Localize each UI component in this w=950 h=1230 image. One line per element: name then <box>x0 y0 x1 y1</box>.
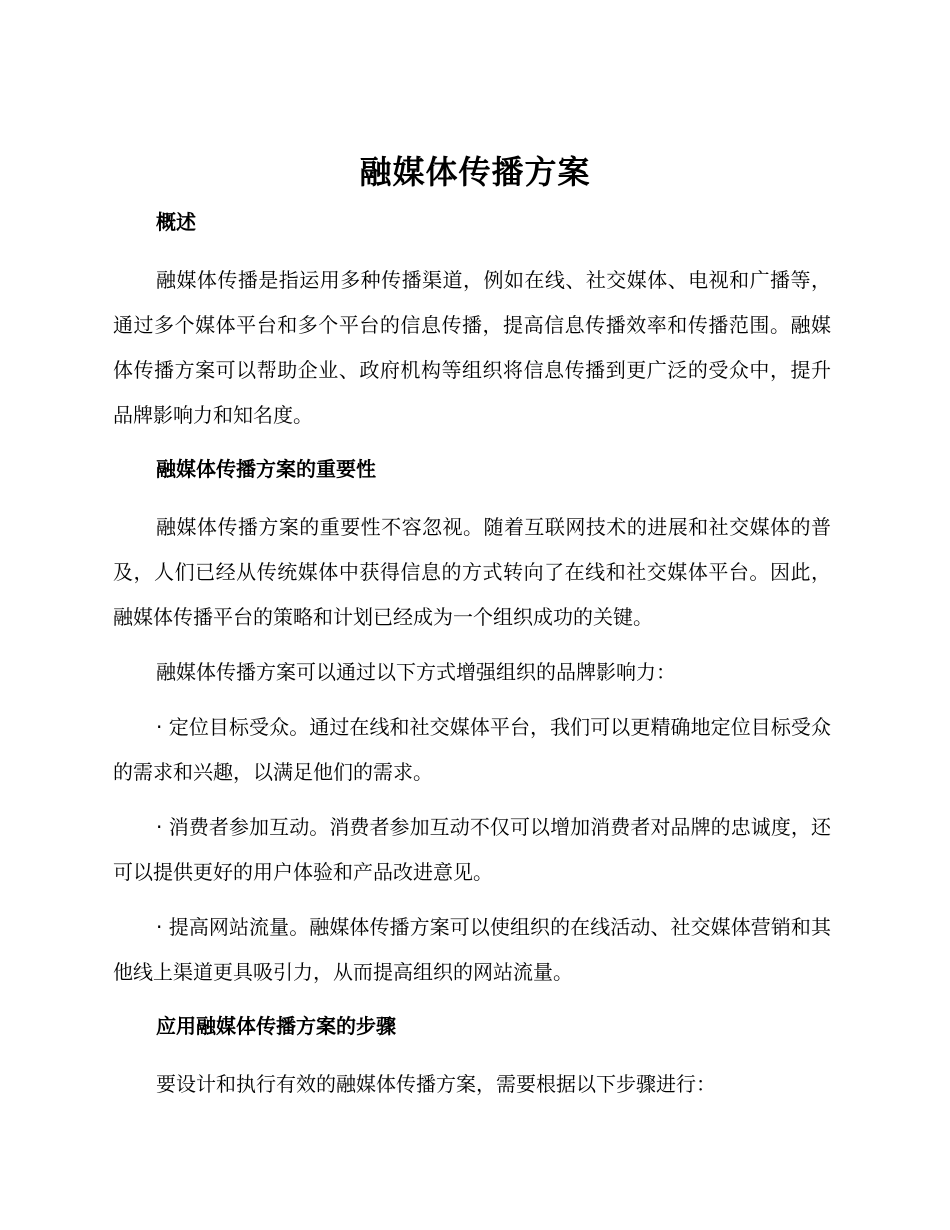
paragraph-importance: 融媒体传播方案的重要性不容忽视。随着互联网技术的进展和社交媒体的普及，人们已经从传统媒体中获得信息的方式转向了在线和社交媒体平台。因此，融媒体传播平台的策略和计划已经成为一个组织成功的关键。 <box>113 515 831 629</box>
list-item-target-audience: · 定位目标受众。通过在线和社交媒体平台，我们可以更精确地定位目标受众的需求和兴趣，以满足他们的需求。 <box>113 715 831 784</box>
section-heading-overview: 概述 <box>156 210 196 234</box>
document-title: 融媒体传播方案 <box>359 153 591 191</box>
paragraph-steps-intro: 要设计和执行有效的融媒体传播方案，需要根据以下步骤进行： <box>156 1072 716 1096</box>
list-item-website-traffic: · 提高网站流量。融媒体传播方案可以使组织的在线活动、社交媒体营销和其他线上渠道更具吸引力，从而提高组织的网站流量。 <box>113 915 831 984</box>
section-heading-steps: 应用融媒体传播方案的步骤 <box>156 1014 396 1038</box>
section-heading-importance: 融媒体传播方案的重要性 <box>156 457 376 481</box>
list-item-consumer-interaction: · 消费者参加互动。消费者参加互动不仅可以增加消费者对品牌的忠诚度，还可以提供更好的用户体验和产品改进意见。 <box>113 815 831 884</box>
document-body <box>113 206 831 1107</box>
paragraph-overview: 融媒体传播是指运用多种传播渠道，例如在线、社交媒体、电视和广播等，通过多个媒体平台和多个平台的信息传播，提高信息传播效率和传播范围。融媒体传播方案可以帮助企业、政府机构等组织将信息传播到更广泛的受众中，提升品牌影响力和知名度。 <box>113 268 831 427</box>
paragraph-brand-influence-intro: 融媒体传播方案可以通过以下方式增强组织的品牌影响力： <box>156 660 676 684</box>
